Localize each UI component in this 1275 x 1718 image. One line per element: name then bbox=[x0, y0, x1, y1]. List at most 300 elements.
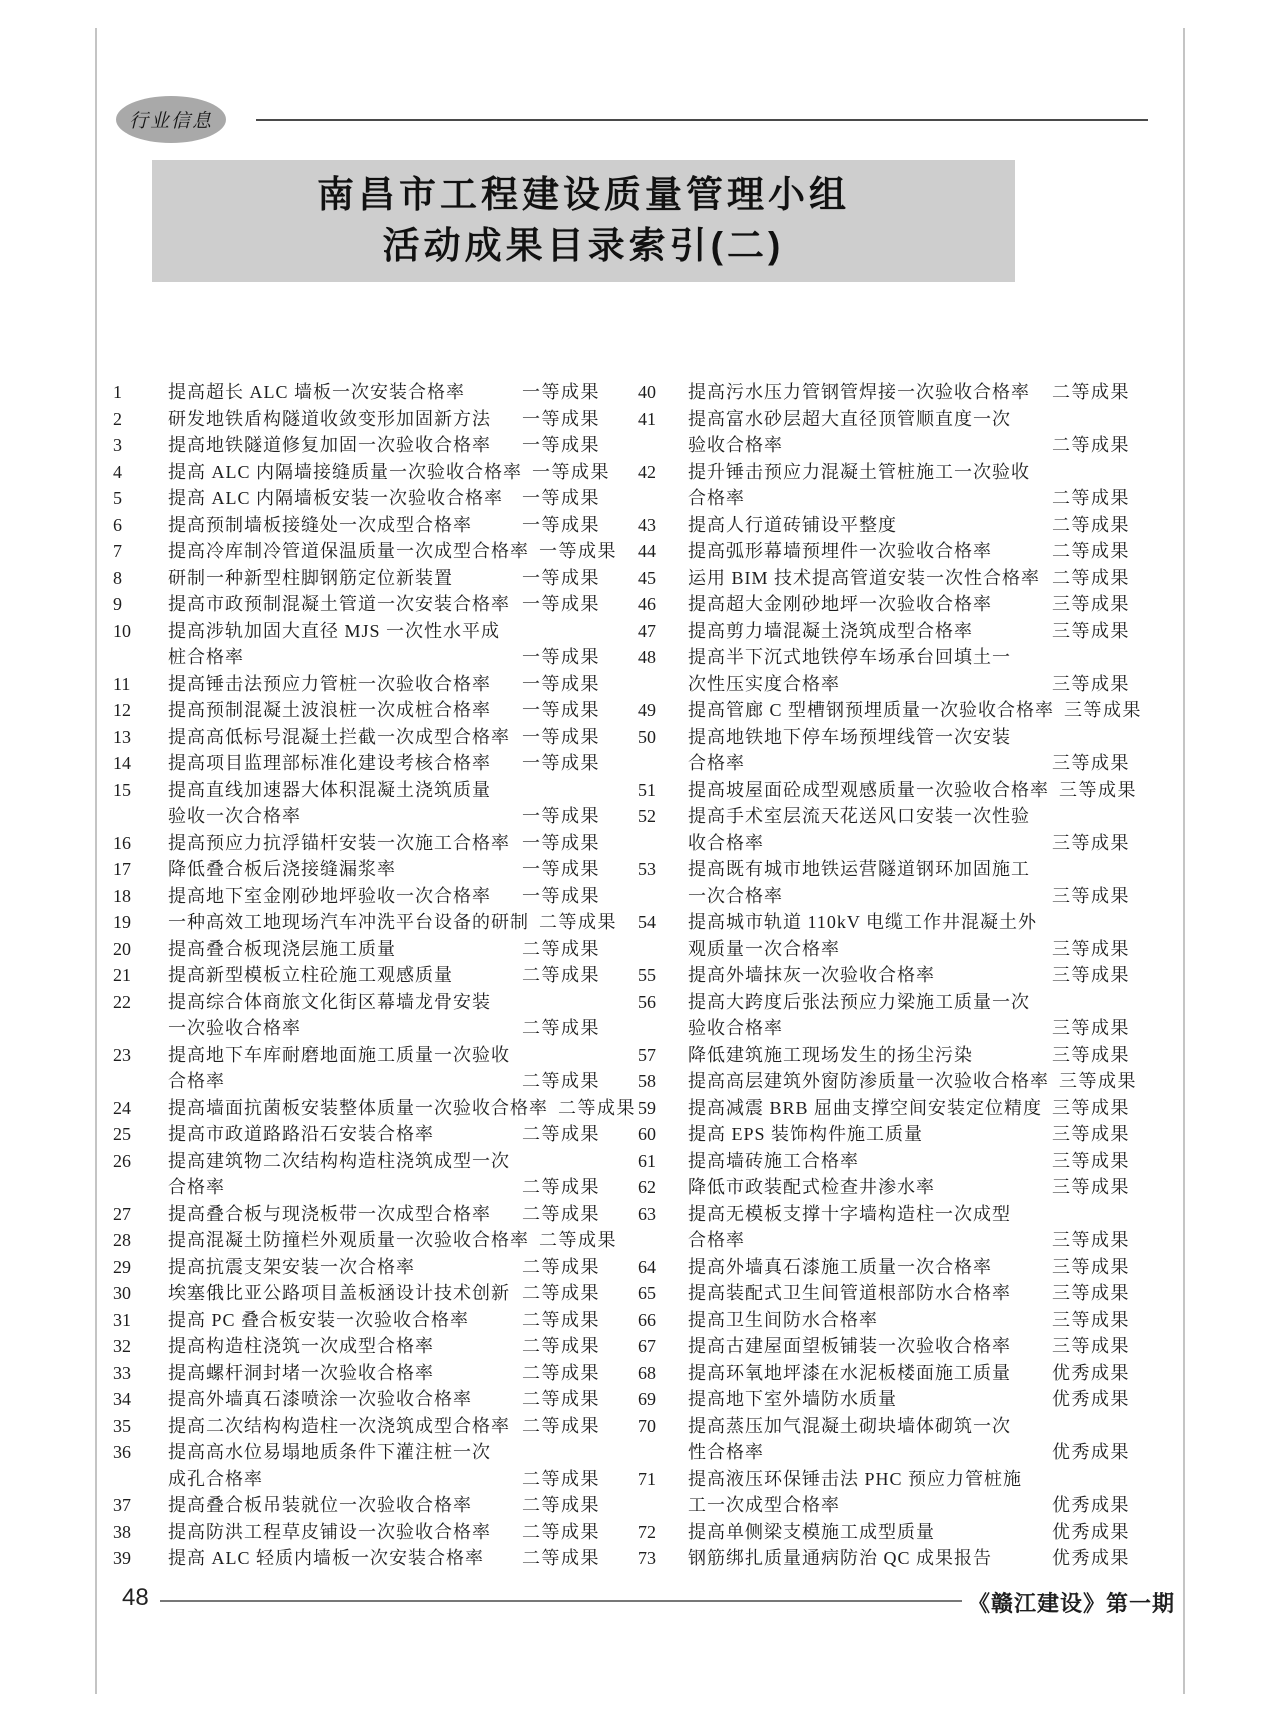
list-item-line bbox=[113, 830, 600, 857]
item-text: 验收合格率 bbox=[688, 1018, 783, 1038]
list-item-line bbox=[638, 1360, 1130, 1387]
list-item-line bbox=[113, 1174, 600, 1201]
section-tag-label: 行业信息 bbox=[128, 111, 213, 132]
item-text: 提高卫生间防水合格率 bbox=[688, 1309, 878, 1330]
list-item-line bbox=[113, 1413, 600, 1440]
item-grade: 三等成果 bbox=[1064, 700, 1143, 720]
item-number: 10 bbox=[113, 620, 131, 641]
item-grade: 二等成果 bbox=[522, 965, 600, 985]
item-grade: 三等成果 bbox=[1052, 1124, 1130, 1144]
item-number: 54 bbox=[638, 912, 656, 932]
item-grade: 二等成果 bbox=[522, 1256, 600, 1277]
list-item bbox=[638, 1042, 1130, 1069]
item-text: 提高装配式卫生间管道根部防水合格率 bbox=[688, 1283, 1011, 1303]
item-number: 8 bbox=[113, 567, 122, 588]
item-grade: 一等成果 bbox=[522, 700, 600, 720]
item-number: 9 bbox=[113, 594, 122, 614]
item-number: 60 bbox=[638, 1124, 656, 1144]
item-grade: 优秀成果 bbox=[1052, 1521, 1130, 1542]
list-item bbox=[113, 1545, 600, 1572]
list-item-line bbox=[638, 1015, 1130, 1042]
item-number: 48 bbox=[638, 647, 656, 667]
list-item bbox=[638, 724, 1130, 777]
item-text: 收合格率 bbox=[688, 832, 764, 853]
item-number: 44 bbox=[638, 541, 656, 561]
list-item-line bbox=[113, 803, 600, 830]
item-text: 提高项目监理部标准化建设考核合格率 bbox=[168, 753, 491, 773]
item-number: 45 bbox=[638, 567, 656, 588]
list-item bbox=[638, 459, 1130, 512]
list-item bbox=[638, 1201, 1130, 1254]
item-number: 4 bbox=[113, 461, 122, 482]
item-number: 22 bbox=[113, 991, 131, 1012]
list-item-line bbox=[113, 1042, 600, 1069]
item-grade: 一等成果 bbox=[522, 382, 600, 402]
item-number: 5 bbox=[113, 488, 122, 508]
list-item bbox=[113, 512, 600, 539]
list-item bbox=[113, 1227, 617, 1254]
list-item-line bbox=[113, 750, 600, 777]
item-text: 提高外墙真石漆喷涂一次验收合格率 bbox=[168, 1389, 472, 1409]
item-text: 性合格率 bbox=[688, 1442, 764, 1462]
section-tag-badge bbox=[116, 96, 226, 143]
list-item-line bbox=[638, 830, 1130, 857]
list-item-line bbox=[638, 1492, 1130, 1519]
list-item bbox=[113, 459, 610, 486]
list-item bbox=[113, 406, 600, 433]
list-item bbox=[113, 883, 600, 910]
item-number: 35 bbox=[113, 1415, 131, 1436]
item-grade: 二等成果 bbox=[522, 1336, 600, 1356]
item-number: 12 bbox=[113, 700, 131, 720]
list-item-line bbox=[113, 1068, 600, 1095]
item-text: 合格率 bbox=[688, 488, 745, 508]
item-text: 一次验收合格率 bbox=[168, 1018, 301, 1038]
list-item bbox=[113, 724, 600, 751]
item-number: 73 bbox=[638, 1548, 656, 1568]
item-number: 66 bbox=[638, 1309, 656, 1330]
item-number: 67 bbox=[638, 1336, 656, 1356]
item-grade: 优秀成果 bbox=[1052, 1362, 1130, 1383]
item-number: 38 bbox=[113, 1521, 131, 1542]
item-grade: 三等成果 bbox=[1052, 965, 1130, 985]
item-number: 72 bbox=[638, 1521, 656, 1542]
list-item bbox=[113, 432, 600, 459]
item-grade: 三等成果 bbox=[1052, 1177, 1130, 1197]
item-grade: 二等成果 bbox=[522, 1495, 600, 1515]
list-item-line bbox=[113, 936, 600, 963]
item-text: 成孔合格率 bbox=[168, 1468, 263, 1489]
item-number: 59 bbox=[638, 1097, 656, 1118]
list-item-line bbox=[113, 538, 617, 565]
list-item-line bbox=[638, 644, 1130, 671]
item-grade: 三等成果 bbox=[1052, 1044, 1130, 1065]
item-grade: 二等成果 bbox=[522, 1309, 600, 1330]
item-number: 28 bbox=[113, 1230, 131, 1250]
item-text: 提高叠合板现浇层施工质量 bbox=[168, 938, 396, 959]
item-text: 提高混凝土防撞栏外观质量一次验收合格率 bbox=[168, 1230, 529, 1250]
title-block bbox=[152, 160, 1015, 282]
item-grade: 一等成果 bbox=[522, 726, 600, 747]
list-item-line bbox=[638, 1280, 1130, 1307]
item-text: 提高人行道砖铺设平整度 bbox=[688, 514, 897, 535]
list-item bbox=[113, 1333, 600, 1360]
item-text: 提高建筑物二次结构构造柱浇筑成型一次 bbox=[168, 1150, 510, 1171]
list-item-line bbox=[113, 1095, 636, 1122]
list-item-line bbox=[113, 1545, 600, 1572]
item-grade: 二等成果 bbox=[522, 1389, 600, 1409]
item-grade: 二等成果 bbox=[539, 1230, 617, 1250]
list-item bbox=[113, 936, 600, 963]
list-item-line bbox=[638, 777, 1137, 804]
item-text: 提高叠合板与现浇板带一次成型合格率 bbox=[168, 1203, 491, 1224]
item-grade: 二等成果 bbox=[522, 1415, 600, 1436]
item-number: 15 bbox=[113, 779, 131, 800]
item-text: 提高新型模板立柱砼施工观感质量 bbox=[168, 965, 453, 985]
item-number: 23 bbox=[113, 1044, 131, 1065]
item-text: 合格率 bbox=[168, 1071, 225, 1091]
list-item bbox=[638, 962, 1130, 989]
item-number: 47 bbox=[638, 620, 656, 641]
list-item-line bbox=[113, 406, 600, 433]
list-item bbox=[113, 1095, 636, 1122]
list-item-line bbox=[638, 485, 1130, 512]
list-item-line bbox=[113, 1121, 600, 1148]
item-text: 提高城市轨道 110kV 电缆工作井混凝土外 bbox=[688, 912, 1038, 932]
item-text: 提高外墙真石漆施工质量一次合格率 bbox=[688, 1256, 992, 1277]
item-grade: 二等成果 bbox=[522, 1071, 600, 1091]
item-number: 14 bbox=[113, 753, 131, 773]
list-item-line bbox=[113, 883, 600, 910]
item-text: 次性压实度合格率 bbox=[688, 673, 840, 694]
list-item-line bbox=[113, 697, 600, 724]
list-item-line bbox=[113, 1307, 600, 1334]
list-item bbox=[638, 1254, 1130, 1281]
item-text: 研发地铁盾构隧道收敛变形加固新方法 bbox=[168, 408, 491, 429]
item-text: 提高涉轨加固大直径 MJS 一次性水平成 bbox=[168, 620, 501, 641]
list-item bbox=[113, 750, 600, 777]
item-grade: 二等成果 bbox=[1052, 435, 1130, 455]
list-item bbox=[113, 565, 600, 592]
list-item-line bbox=[638, 1519, 1130, 1546]
item-number: 55 bbox=[638, 965, 656, 985]
item-text: 提高墙面抗菌板安装整体质量一次验收合格率 bbox=[168, 1097, 548, 1118]
item-grade: 二等成果 bbox=[1052, 567, 1130, 588]
list-item bbox=[638, 1413, 1130, 1466]
list-item-line bbox=[638, 750, 1130, 777]
list-item-line bbox=[638, 1254, 1130, 1281]
page-title-line1: 南昌市工程建设质量管理小组 bbox=[317, 174, 850, 216]
results-column-left bbox=[113, 379, 636, 1572]
item-grade: 三等成果 bbox=[1052, 938, 1130, 959]
list-item-line bbox=[113, 565, 600, 592]
item-text: 提高污水压力管钢管焊接一次验收合格率 bbox=[688, 382, 1030, 402]
list-item bbox=[638, 1174, 1130, 1201]
list-item-line bbox=[638, 1545, 1130, 1572]
item-text: 提高单侧梁支模施工成型质量 bbox=[688, 1521, 935, 1542]
list-item-line bbox=[113, 1519, 600, 1546]
list-item-line bbox=[638, 459, 1130, 486]
item-text: 提高二次结构构造柱一次浇筑成型合格率 bbox=[168, 1415, 510, 1436]
item-grade: 三等成果 bbox=[1052, 1150, 1130, 1171]
list-item-line bbox=[113, 1386, 600, 1413]
list-item-line bbox=[638, 432, 1130, 459]
item-text: 提高高水位易塌地质条件下灌注桩一次 bbox=[168, 1442, 491, 1462]
item-grade: 三等成果 bbox=[1059, 1071, 1137, 1091]
list-item bbox=[113, 856, 600, 883]
item-number: 11 bbox=[113, 673, 131, 694]
item-text: 钢筋绑扎质量通病防治 QC 成果报告 bbox=[688, 1548, 993, 1568]
item-number: 26 bbox=[113, 1150, 131, 1171]
item-grade: 三等成果 bbox=[1052, 1309, 1130, 1330]
list-item-line bbox=[638, 803, 1130, 830]
item-grade: 三等成果 bbox=[1059, 779, 1137, 800]
item-grade: 一等成果 bbox=[522, 594, 600, 614]
item-number: 68 bbox=[638, 1362, 656, 1383]
item-text: 提高地铁地下停车场预埋线管一次安装 bbox=[688, 726, 1011, 747]
list-item-line bbox=[638, 909, 1130, 936]
item-text: 提升锤击预应力混凝土管桩施工一次验收 bbox=[688, 461, 1030, 482]
item-text: 降低市政装配式检查井渗水率 bbox=[688, 1177, 935, 1197]
item-number: 63 bbox=[638, 1203, 656, 1224]
item-grade: 二等成果 bbox=[522, 1362, 600, 1383]
item-grade: 二等成果 bbox=[522, 1018, 600, 1038]
list-item-line bbox=[113, 1466, 600, 1493]
list-item bbox=[638, 1360, 1130, 1387]
list-item-line bbox=[638, 618, 1130, 645]
item-grade: 二等成果 bbox=[522, 1521, 600, 1542]
list-item-line bbox=[638, 591, 1130, 618]
item-number: 61 bbox=[638, 1150, 656, 1171]
item-text: 提高手术室层流天花送风口安装一次性验 bbox=[688, 806, 1030, 826]
list-item-line bbox=[113, 1201, 600, 1228]
list-item bbox=[113, 1386, 600, 1413]
list-item bbox=[113, 538, 617, 565]
item-number: 1 bbox=[113, 382, 122, 402]
list-item bbox=[638, 777, 1137, 804]
item-grade: 三等成果 bbox=[1052, 1230, 1130, 1250]
item-text: 提高叠合板吊装就位一次验收合格率 bbox=[168, 1495, 472, 1515]
list-item-line bbox=[638, 724, 1130, 751]
item-text: 提高液压环保锤击法 PHC 预应力管桩施 bbox=[688, 1468, 1023, 1489]
item-number: 57 bbox=[638, 1044, 656, 1065]
list-item bbox=[113, 379, 600, 406]
item-number: 43 bbox=[638, 514, 656, 535]
list-item bbox=[113, 1121, 600, 1148]
list-item bbox=[638, 1466, 1130, 1519]
item-number: 30 bbox=[113, 1283, 131, 1303]
item-number: 69 bbox=[638, 1389, 656, 1409]
item-text: 提高市政预制混凝土管道一次安装合格率 bbox=[168, 594, 510, 614]
list-item bbox=[113, 591, 600, 618]
item-text: 提高富水砂层超大直径顶管顺直度一次 bbox=[688, 408, 1011, 429]
list-item-line bbox=[638, 379, 1130, 406]
list-item-line bbox=[638, 1042, 1130, 1069]
item-text: 降低建筑施工现场发生的扬尘污染 bbox=[688, 1044, 973, 1065]
page-edge-line-right bbox=[1183, 28, 1185, 1694]
list-item bbox=[113, 1413, 600, 1440]
item-number: 64 bbox=[638, 1256, 656, 1277]
list-item bbox=[113, 989, 600, 1042]
item-text: 提高市政道路路沿石安装合格率 bbox=[168, 1124, 434, 1144]
list-item-line bbox=[638, 406, 1130, 433]
list-item-line bbox=[638, 1201, 1130, 1228]
list-item bbox=[638, 1280, 1130, 1307]
list-item bbox=[113, 1360, 600, 1387]
item-number: 3 bbox=[113, 435, 122, 455]
item-grade: 优秀成果 bbox=[1052, 1548, 1130, 1568]
item-grade: 二等成果 bbox=[1052, 488, 1130, 508]
item-text: 提高弧形幕墙预埋件一次验收合格率 bbox=[688, 541, 992, 561]
list-item-line bbox=[638, 1174, 1130, 1201]
page-number: 48 bbox=[122, 1584, 149, 1611]
list-item-line bbox=[638, 1413, 1130, 1440]
item-number: 58 bbox=[638, 1071, 656, 1091]
list-item bbox=[638, 1307, 1130, 1334]
item-number: 20 bbox=[113, 938, 131, 959]
list-item bbox=[638, 565, 1130, 592]
list-item bbox=[638, 618, 1130, 645]
list-item-line bbox=[113, 1439, 600, 1466]
item-text: 提高既有城市地铁运营隧道钢环加固施工 bbox=[688, 859, 1030, 879]
list-item-line bbox=[638, 1068, 1137, 1095]
item-grade: 三等成果 bbox=[1052, 885, 1130, 906]
list-item bbox=[638, 856, 1130, 909]
list-item-line bbox=[638, 1439, 1130, 1466]
item-text: 提高大跨度后张法预应力梁施工质量一次 bbox=[688, 991, 1030, 1012]
item-number: 34 bbox=[113, 1389, 131, 1409]
list-item bbox=[113, 962, 600, 989]
list-item-line bbox=[113, 909, 617, 936]
page-title-line2: 活动成果目录索引(二) bbox=[382, 225, 785, 266]
item-text: 一次合格率 bbox=[688, 885, 783, 906]
item-grade: 二等成果 bbox=[522, 1468, 600, 1489]
list-item-line bbox=[638, 883, 1130, 910]
item-grade: 三等成果 bbox=[1052, 620, 1130, 641]
list-item bbox=[638, 512, 1130, 539]
list-item bbox=[113, 485, 600, 512]
list-item bbox=[113, 1201, 600, 1228]
list-item-line bbox=[113, 1360, 600, 1387]
item-number: 16 bbox=[113, 832, 131, 853]
list-item bbox=[638, 1095, 1130, 1122]
item-text: 提高墙砖施工合格率 bbox=[688, 1150, 859, 1171]
list-item bbox=[638, 644, 1130, 697]
item-number: 40 bbox=[638, 382, 656, 402]
item-text: 提高坡屋面砼成型观感质量一次验收合格率 bbox=[688, 779, 1049, 800]
item-grade: 二等成果 bbox=[522, 938, 600, 959]
list-item-line bbox=[638, 1095, 1130, 1122]
item-text: 提高预制混凝土波浪桩一次成桩合格率 bbox=[168, 700, 491, 720]
item-text: 合格率 bbox=[688, 753, 745, 773]
item-grade: 三等成果 bbox=[1052, 753, 1130, 773]
list-item-line bbox=[113, 459, 610, 486]
item-number: 6 bbox=[113, 514, 122, 535]
item-grade: 一等成果 bbox=[522, 832, 600, 853]
item-text: 提高 ALC 内隔墙接缝质量一次验收合格率 bbox=[168, 461, 522, 482]
item-number: 46 bbox=[638, 594, 656, 614]
item-text: 合格率 bbox=[168, 1177, 225, 1197]
item-number: 42 bbox=[638, 461, 656, 482]
item-text: 埃塞俄比亚公路项目盖板涵设计技术创新 bbox=[168, 1283, 510, 1303]
list-item-line bbox=[113, 1280, 600, 1307]
item-grade: 一等成果 bbox=[522, 567, 600, 588]
list-item bbox=[113, 618, 600, 671]
item-number: 18 bbox=[113, 885, 131, 906]
item-grade: 一等成果 bbox=[522, 673, 600, 694]
item-number: 24 bbox=[113, 1097, 131, 1118]
item-number: 51 bbox=[638, 779, 656, 800]
item-text: 运用 BIM 技术提高管道安装一次性合格率 bbox=[688, 567, 1041, 588]
item-grade: 一等成果 bbox=[522, 753, 600, 773]
item-grade: 二等成果 bbox=[1052, 382, 1130, 402]
item-text: 提高管廊 C 型槽钢预埋质量一次验收合格率 bbox=[688, 700, 1055, 720]
item-grade: 一等成果 bbox=[522, 408, 600, 429]
item-grade: 二等成果 bbox=[522, 1283, 600, 1303]
list-item-line bbox=[638, 538, 1130, 565]
item-text: 提高地下室外墙防水质量 bbox=[688, 1389, 897, 1409]
item-text: 提高螺杆洞封堵一次验收合格率 bbox=[168, 1362, 434, 1383]
item-text: 提高外墙抹灰一次验收合格率 bbox=[688, 965, 935, 985]
item-text: 提高直线加速器大体积混凝土浇筑质量 bbox=[168, 779, 491, 800]
item-number: 19 bbox=[113, 912, 131, 932]
list-item-line bbox=[638, 1386, 1130, 1413]
list-item-line bbox=[113, 1148, 600, 1175]
item-number: 37 bbox=[113, 1495, 131, 1515]
item-grade: 三等成果 bbox=[1052, 1097, 1131, 1118]
list-item bbox=[638, 989, 1130, 1042]
item-number: 49 bbox=[638, 700, 656, 720]
item-number: 33 bbox=[113, 1362, 131, 1383]
list-item-line bbox=[113, 1333, 600, 1360]
list-item bbox=[638, 909, 1130, 962]
item-text: 验收一次合格率 bbox=[168, 806, 301, 826]
item-text: 提高 EPS 装饰构件施工质量 bbox=[688, 1124, 924, 1144]
list-item-line bbox=[113, 962, 600, 989]
list-item-line bbox=[638, 1466, 1130, 1493]
list-item-line bbox=[638, 512, 1130, 539]
item-grade: 二等成果 bbox=[558, 1097, 636, 1118]
list-item bbox=[113, 1519, 600, 1546]
item-text: 验收合格率 bbox=[688, 435, 783, 455]
journal-name: 《赣江建设》第一期 bbox=[968, 1591, 1176, 1616]
item-number: 71 bbox=[638, 1468, 656, 1489]
page-edge-line-left bbox=[95, 28, 97, 1694]
list-item-line bbox=[638, 1333, 1130, 1360]
item-text: 提高环氧地坪漆在水泥板楼面施工质量 bbox=[688, 1362, 1011, 1383]
list-item bbox=[638, 1545, 1130, 1572]
item-text: 工一次成型合格率 bbox=[688, 1495, 840, 1515]
list-item bbox=[113, 1042, 600, 1095]
item-text: 提高地铁隧道修复加固一次验收合格率 bbox=[168, 435, 491, 455]
item-number: 29 bbox=[113, 1256, 131, 1277]
item-text: 提高 ALC 轻质内墙板一次安装合格率 bbox=[168, 1548, 484, 1568]
item-number: 53 bbox=[638, 859, 656, 879]
list-item-line bbox=[113, 989, 600, 1016]
list-item-line bbox=[113, 724, 600, 751]
list-item bbox=[113, 697, 600, 724]
item-text: 提高防洪工程草皮铺设一次验收合格率 bbox=[168, 1521, 491, 1542]
item-grade: 优秀成果 bbox=[1052, 1389, 1130, 1409]
list-item bbox=[113, 1280, 600, 1307]
item-grade: 一等成果 bbox=[522, 806, 600, 826]
list-item bbox=[638, 1148, 1130, 1175]
item-grade: 三等成果 bbox=[1052, 1256, 1130, 1277]
item-text: 合格率 bbox=[688, 1230, 745, 1250]
list-item-line bbox=[638, 565, 1130, 592]
list-item bbox=[638, 406, 1130, 459]
list-item-line bbox=[113, 1254, 600, 1281]
